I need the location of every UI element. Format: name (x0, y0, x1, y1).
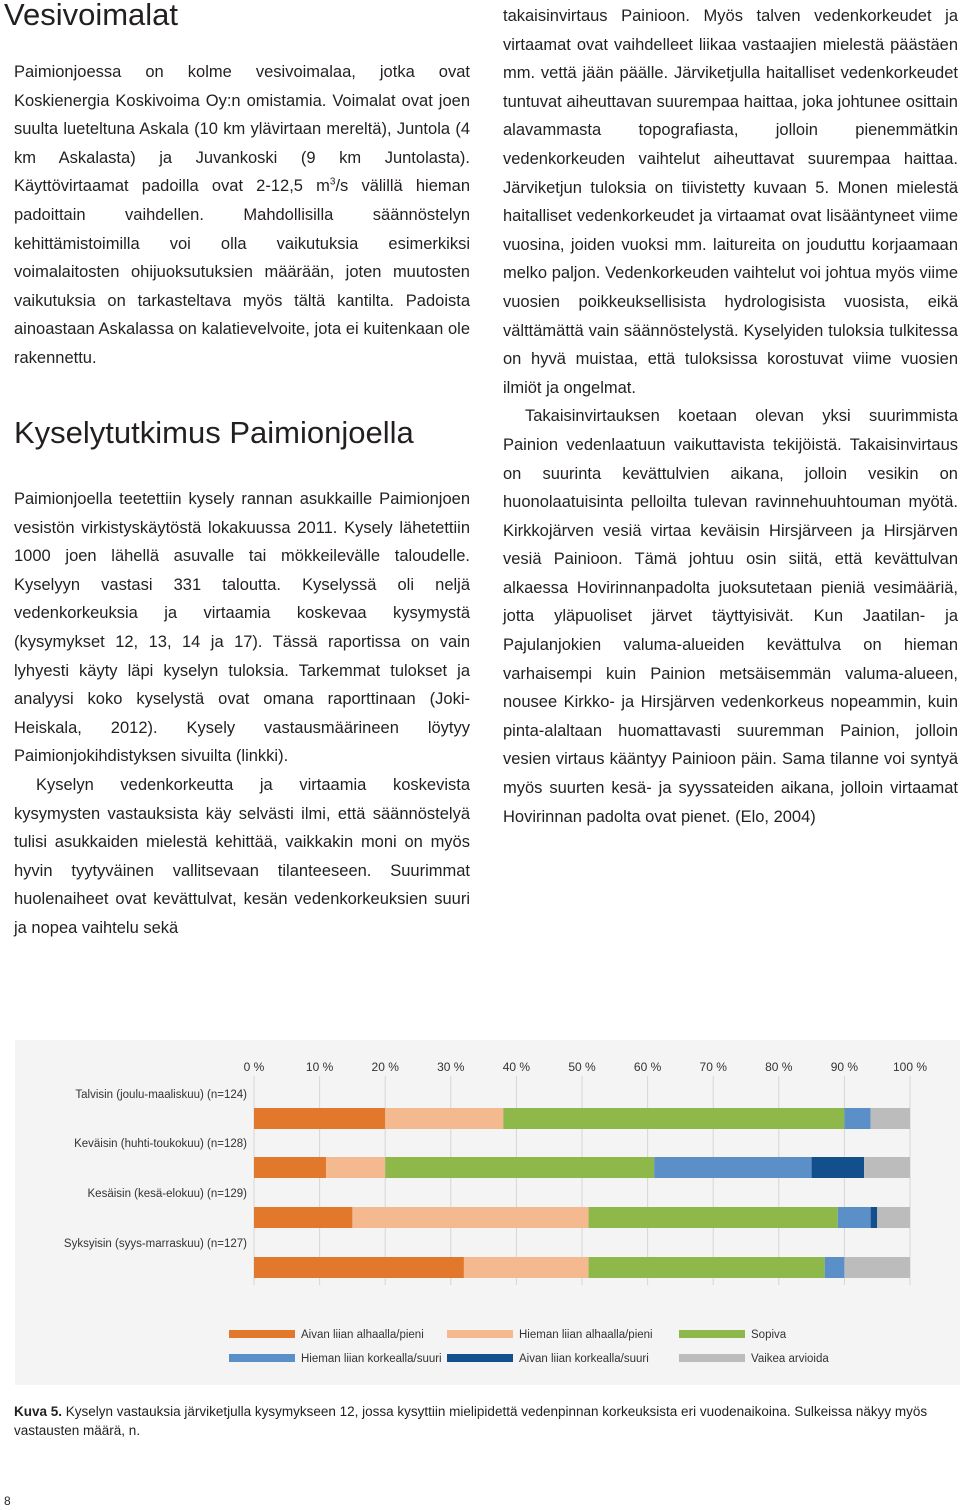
category-label: Talvisin (joulu-maaliskuu) (n=124) (75, 1089, 247, 1101)
bar-segment (254, 1108, 385, 1129)
bar-segment (385, 1157, 654, 1178)
x-tick-label: 10 % (305, 1060, 334, 1074)
x-tick-label: 40 % (502, 1060, 531, 1074)
bar-segment (254, 1157, 326, 1178)
legend-label: Vaikea arvioida (751, 1353, 829, 1365)
legend-swatch (229, 1330, 295, 1338)
paragraph-text: /s välillä hieman padoittain vaihdellen. Mahdollisilla säännöstelyn kehittämistoimilla voi olla vaikutuksia esimerkiksi voimalaitosten ohijuoksutuksien määrään, joten muutosten vaikutuksia on tarkasteltava myös tältä kantilta. Padoista ainoastaan Askalassa on kalatievelvoite, jota ei kuitenkaan ole rakennettu. (14, 177, 470, 367)
legend-label: Hieman liian alhaalla/pieni (519, 1329, 653, 1341)
paragraph: Paimionjoella teetettiin kysely rannan asukkaille Paimionjoen vesistön virkistyskäytöstä lokakuussa 2011. Kysely lähetettiin 1000 joen lähellä asuvalle tai mökkeilevälle taloudelle. Kyselyyn vastasi 331 taloutta. Kyselyssä oli neljä vedenkorkeuksia ja virtaamia koskevaa kysymystä (kysymykset 12, 13, 14 ja 17). Tässä raportissa on vain lyhyesti käyty läpi kyselyn tuloksia. Tarkemmat tulokset ja analyysi koko kyselystä ovat omana raporttinaan (Joki-Heiskala, 2012). Kysely vastausmäärineen löytyy Paimionjokihdistyksen sivuilta (linkki). (14, 490, 470, 766)
section-title-kyselytutkimus: Kyselytutkimus Paimionjoella (14, 415, 414, 450)
superscript: 3 (329, 176, 336, 188)
page-number: 8 (4, 1494, 11, 1508)
chart-svg (15, 1040, 960, 1385)
figure-caption (14, 1402, 954, 1440)
caption-text: Kyselyn vastauksia järviketjulla kysymykseen 12, jossa kysyttiin mielipidettä vedenpinnan korkeuksista eri vuodenaikoina. Sulkeissa näkyy myös vastausten määrä, n. (14, 1404, 928, 1438)
paragraph: Takaisinvirtauksen koetaan olevan yksi suurimmista Painion vedenlaatuun vaikuttavista tekijöistä. Takaisinvirtaus on suurinta kevättulvien aikana, jolloin vesikin on huonolaatuisinta pelloilta tulevan ravinnehuuhtouman myötä. Kirkkojärven vesiä virtaa keväisin Hirsjärveen ja Hirsjärven vesiä Painioon. Tämä johtuu osin siitä, että kevättulvan alkaessa Hovirinnanpadolta juoksutetaan pieniä vesimääriä, jotta yläpuoliset järvet täyttyisivät. Kun Jaatilan- ja Pajulanjokien valuma-alueiden kevättulva on hieman varhaisempi kuin Painion metsäisemmän valuma-alueen, nousee Kirkko- ja Hirsjärven vedenkorkeus nopeammin, kuin pinta-alaltaan huomattavasti suuremman Painion, jolloin vesien virtaus kääntyy Painioon päin. Sama tilanne voi syntyä myös suurten kesä- ja syyssateiden aikana, jolloin virtaamat Hovirinnan padolta ovat pienet. (Elo, 2004) (503, 407, 958, 826)
legend-label: Hieman liian korkealla/suuri (301, 1353, 442, 1365)
kyselytutkimus-text-left (14, 485, 470, 943)
x-tick-label: 100 % (892, 1060, 928, 1074)
x-tick-label: 90 % (830, 1060, 859, 1074)
paragraph-text: Paimionjoessa on kolme vesivoimalaa, jotka ovat Koskienergia Koskivoima Oy:n omistamia. Voimalat ovat joen suulta lueteltuna Askala (10 km ylävirtaan mereltä), Juntola (4 km Askalasta) ja Juvankoski (9 km Juntolasta). Käyttövirtaamat padoilla ovat 2-12,5 m (14, 63, 470, 196)
bar-segment (877, 1207, 910, 1228)
x-tick-label: 30 % (437, 1060, 465, 1074)
legend-label: Aivan liian korkealla/suuri (519, 1353, 649, 1365)
legend-label: Sopiva (751, 1329, 787, 1341)
legend-swatch (679, 1354, 745, 1362)
caption-label: Kuva 5. (14, 1404, 63, 1419)
category-label: Syksyisin (syys-marraskuu) (n=127) (63, 1238, 247, 1250)
x-tick-label: 70 % (699, 1060, 727, 1074)
stacked-bar-chart (15, 1040, 960, 1385)
x-tick-label: 80 % (765, 1060, 793, 1074)
bar-segment (385, 1108, 503, 1129)
bar-segment (871, 1108, 910, 1129)
bar-segment (254, 1257, 464, 1278)
bar-segment (352, 1207, 588, 1228)
section-title-vesivoimalat: Vesivoimalat (4, 0, 179, 32)
bar-segment (844, 1108, 870, 1129)
bar-segment (825, 1257, 845, 1278)
legend-swatch (229, 1354, 295, 1362)
kyselytutkimus-text-right (503, 2, 958, 831)
bar-segment (464, 1257, 589, 1278)
bar-segment (326, 1157, 385, 1178)
paragraph (14, 58, 470, 373)
paragraph: takaisinvirtaus Painioon. Myös talven vedenkorkeudet ja virtaamat ovat vaihdelleet liikaa vastaajien mielestä päästäen mm. vettä jään päälle. Järviketjulla haitalliset vedenkorkeudet tuntuvat aiheuttavan suurempaa haittaa, joka johtunee osittain alavammasta topografiasta, jolloin pienemmätkin vedenkorkeuden vaihtelut aiheuttavat suurempaa haittaa. Järviketjun tuloksia on tiivistetty kuvaan 5. Monen mielestä haitalliset vedenkorkeudet ja virtaamat ovat lisääntyneet viime vuosina, joiden vuoksi mm. laitureita on jouduttu korjaamaan melko paljon. Vedenkorkeuden vaihtelut voi johtua myös viime vuosien poikkeuksellisista hydrologisista vuosista, eikä välttämättä vain säännöstelystä. Kyselyiden tuloksia tulkitessa on hyvä muistaa, että tuloksissa korostuvat viime vuosien ilmiöt ja ongelmat. (503, 7, 958, 397)
legend-swatch (679, 1330, 745, 1338)
category-label: Kesäisin (kesä-elokuu) (n=129) (87, 1188, 247, 1200)
vesivoimalat-text (14, 58, 470, 373)
category-label: Keväisin (huhti-toukokuu) (n=128) (74, 1138, 247, 1150)
bar-segment (254, 1207, 352, 1228)
bar-segment (871, 1207, 878, 1228)
paragraph: Kyselyn vedenkorkeutta ja virtaamia koskevista kysymysten vastauksista käy selvästi ilmi, että säännöstelyä tulisi asukkaiden mielestä kehittää, vaikkakin moni on myös hyvin tyytyväinen vallitsevaan tilanteeseen. Suurimmat huolenaiheet ovat kevättulvat, kesän vedenkorkeuksien suuri ja nopea vaihtelu sekä (14, 775, 470, 937)
legend-swatch (447, 1354, 513, 1362)
bar-segment (864, 1157, 910, 1178)
x-tick-label: 0 % (243, 1060, 265, 1074)
bar-segment (589, 1207, 838, 1228)
x-tick-label: 60 % (633, 1060, 662, 1074)
x-tick-label: 50 % (568, 1060, 596, 1074)
legend-label: Aivan liian alhaalla/pieni (301, 1329, 424, 1341)
x-tick-label: 20 % (371, 1060, 399, 1074)
bar-segment (503, 1108, 844, 1129)
legend-swatch (447, 1330, 513, 1338)
bar-segment (812, 1157, 864, 1178)
bar-segment (589, 1257, 825, 1278)
bar-segment (654, 1157, 811, 1178)
bar-segment (844, 1257, 910, 1278)
bar-segment (838, 1207, 871, 1228)
